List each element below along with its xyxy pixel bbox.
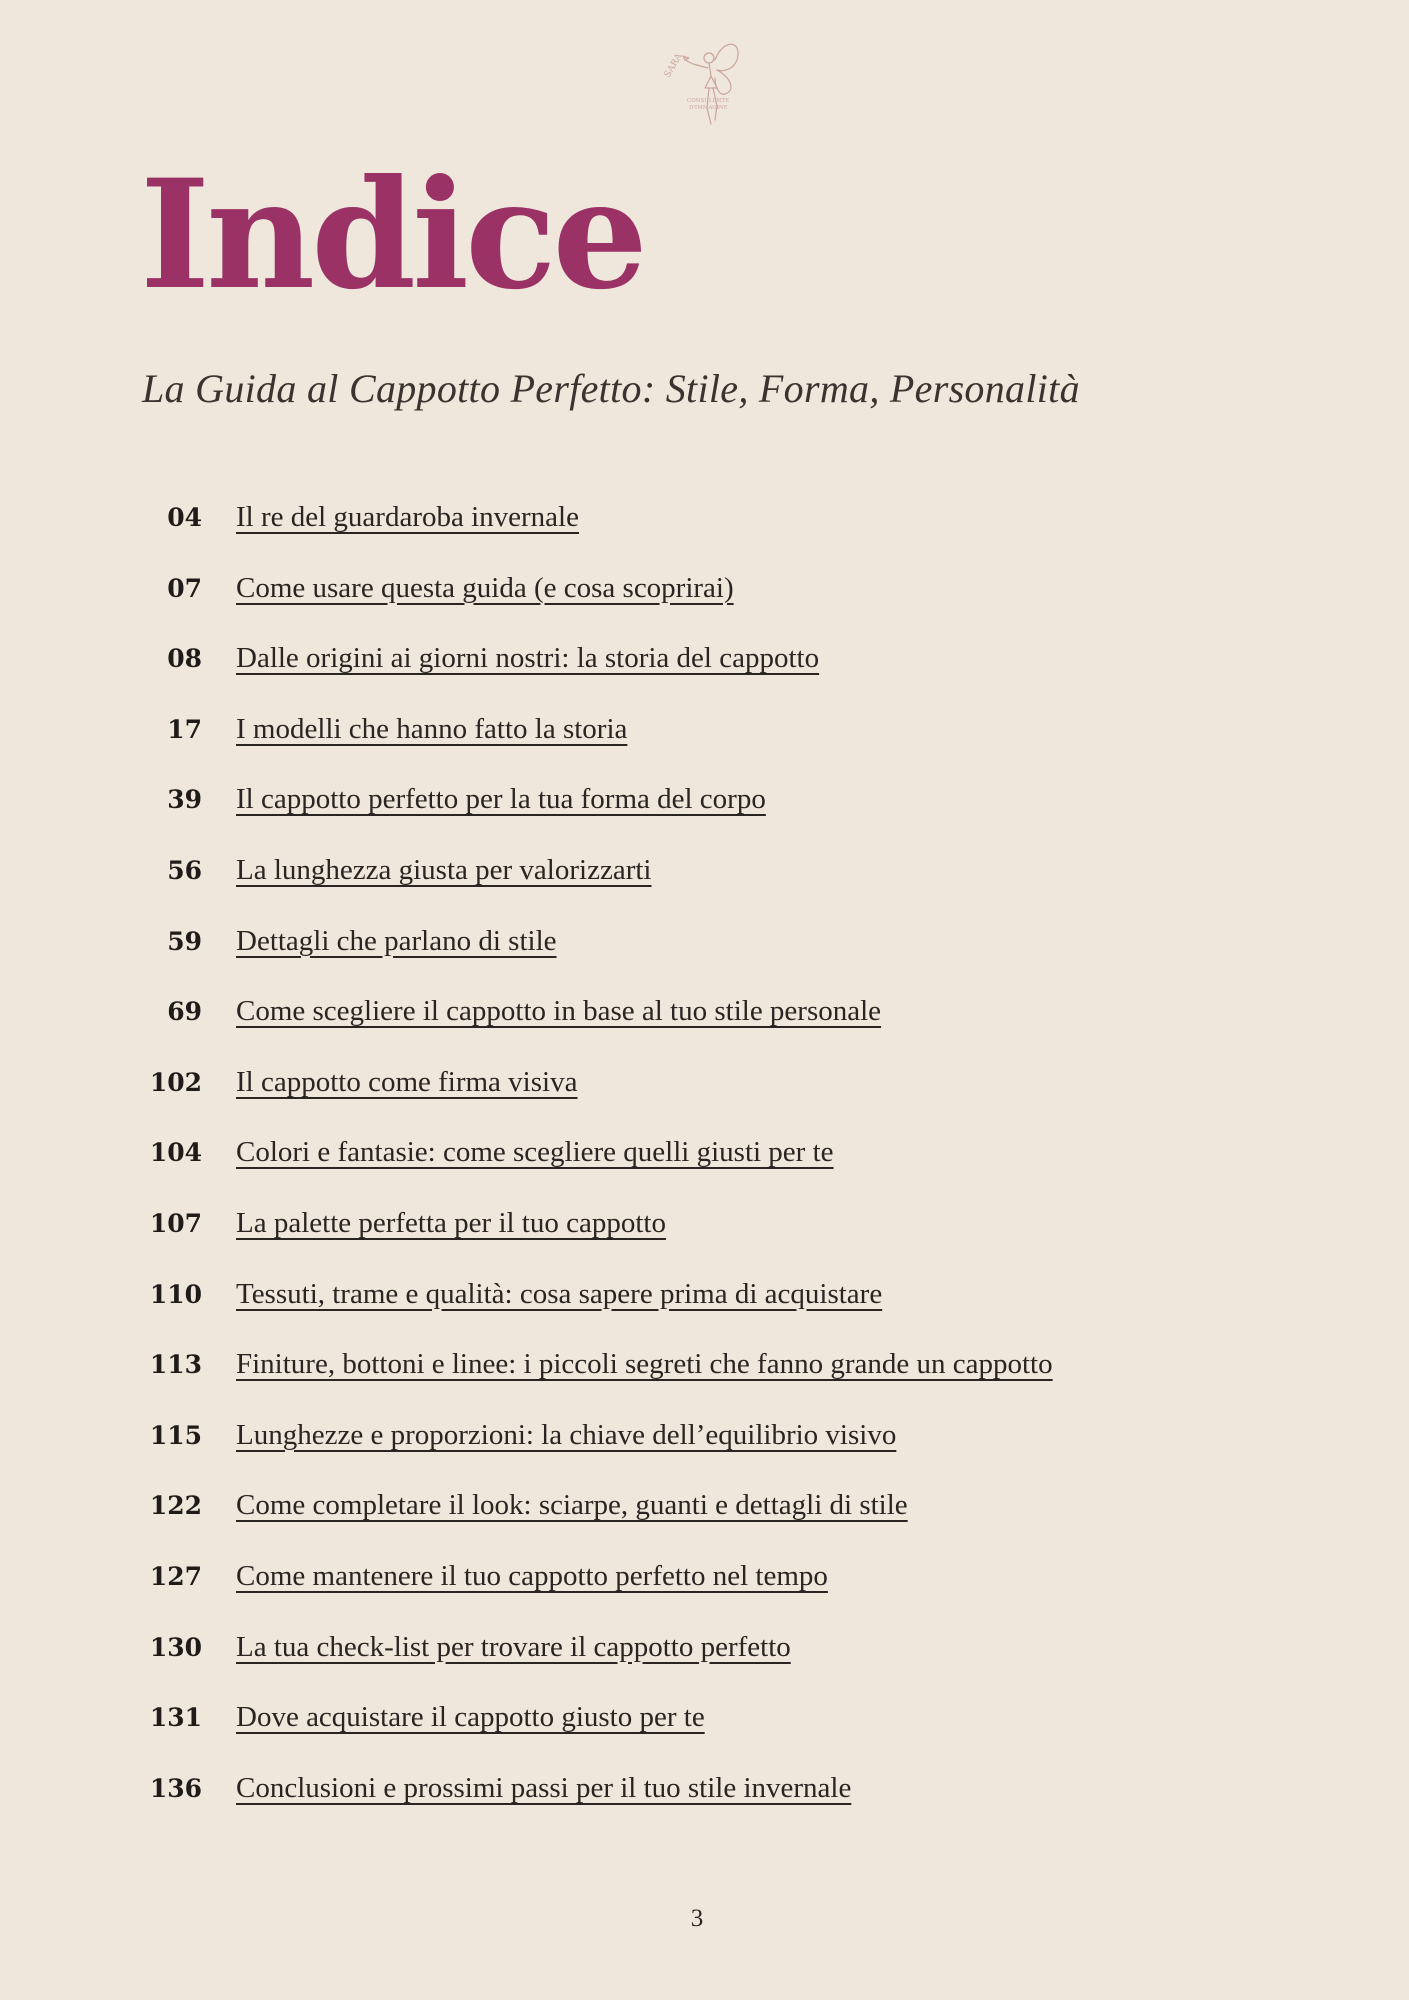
toc-entry bbox=[0, 566, 1409, 637]
toc-entry bbox=[0, 1766, 1409, 1837]
toc-entry bbox=[0, 1413, 1409, 1484]
toc-link[interactable]: Dalle origini ai giorni nostri: la storia del cappotto bbox=[236, 642, 820, 675]
toc-entry bbox=[0, 777, 1409, 848]
toc-page-number: 69 bbox=[167, 997, 202, 1027]
logo-brand-text: SARA bbox=[662, 52, 685, 80]
toc-page-number: 56 bbox=[167, 855, 202, 885]
toc-link[interactable]: Come mantenere il tuo cappotto perfetto nel tempo bbox=[236, 1559, 828, 1592]
toc-entry bbox=[0, 1483, 1409, 1554]
toc-link[interactable]: Lunghezze e proporzioni: la chiave dell’equilibrio visivo bbox=[236, 1418, 897, 1451]
toc-page-number: 130 bbox=[149, 1632, 202, 1662]
toc-page-number: 102 bbox=[149, 1067, 202, 1097]
toc-page-number: 127 bbox=[149, 1561, 202, 1591]
toc-link[interactable]: La palette perfetta per il tuo cappotto bbox=[236, 1206, 666, 1239]
toc-link[interactable]: Conclusioni e prossimi passi per il tuo stile invernale bbox=[236, 1771, 852, 1804]
fairy-logo-icon bbox=[645, 20, 765, 145]
toc-page-number: 115 bbox=[149, 1420, 202, 1450]
toc-link[interactable]: La tua check-list per trovare il cappotto perfetto bbox=[236, 1630, 791, 1663]
toc-page-number: 131 bbox=[149, 1703, 202, 1733]
table-of-contents bbox=[0, 495, 1409, 1836]
logo-tagline-line2: D'IMMAGINE bbox=[689, 105, 728, 111]
toc-page-number: 17 bbox=[167, 714, 202, 744]
toc-entry bbox=[0, 1554, 1409, 1625]
toc-link[interactable]: La lunghezza giusta per valorizzarti bbox=[236, 853, 652, 886]
toc-link[interactable]: I modelli che hanno fatto la storia bbox=[236, 712, 628, 745]
toc-entry bbox=[0, 707, 1409, 778]
toc-entry bbox=[0, 1130, 1409, 1201]
toc-entry bbox=[0, 495, 1409, 566]
toc-entry bbox=[0, 1201, 1409, 1272]
toc-page-number: 107 bbox=[149, 1208, 202, 1238]
toc-page-number: 136 bbox=[149, 1773, 202, 1803]
toc-link[interactable]: Tessuti, trame e qualità: cosa sapere prima di acquistare bbox=[236, 1277, 883, 1310]
toc-link[interactable]: Il cappotto come firma visiva bbox=[236, 1065, 578, 1098]
toc-entry bbox=[0, 1272, 1409, 1343]
toc-entry bbox=[0, 919, 1409, 990]
toc-entry bbox=[0, 1625, 1409, 1696]
toc-link[interactable]: Come usare questa guida (e cosa scoprirai) bbox=[236, 571, 734, 604]
toc-link[interactable]: Come completare il look: sciarpe, guanti e dettagli di stile bbox=[236, 1489, 908, 1522]
toc-page-number: 59 bbox=[167, 926, 202, 956]
toc-entry bbox=[0, 1060, 1409, 1131]
toc-entry bbox=[0, 636, 1409, 707]
logo-tagline-line1: CONSULENTE bbox=[687, 98, 730, 104]
page-subtitle: La Guida al Cappotto Perfetto: Stile, Forma, Personalità bbox=[142, 366, 1080, 411]
toc-entry bbox=[0, 1695, 1409, 1766]
toc-page-number: 39 bbox=[167, 785, 202, 815]
toc-page-number: 04 bbox=[167, 503, 202, 532]
toc-page-number: 07 bbox=[167, 573, 202, 603]
toc-page-number: 122 bbox=[149, 1491, 202, 1521]
toc-page-number: 104 bbox=[149, 1138, 202, 1168]
page-title: Indice bbox=[140, 147, 644, 323]
toc-page-number: 113 bbox=[149, 1350, 202, 1380]
toc-link[interactable]: Dettagli che parlano di stile bbox=[236, 924, 557, 957]
toc-link[interactable]: Dove acquistare il cappotto giusto per te bbox=[236, 1701, 705, 1734]
toc-link[interactable]: Finiture, bottoni e linee: i piccoli segreti che fanno grande un cappotto bbox=[236, 1348, 1053, 1381]
toc-link[interactable]: Come scegliere il cappotto in base al tuo stile personale bbox=[236, 995, 882, 1028]
toc-page-number: 110 bbox=[149, 1279, 202, 1309]
toc-entry bbox=[0, 848, 1409, 919]
toc-link[interactable]: Il cappotto perfetto per la tua forma del corpo bbox=[236, 783, 766, 816]
toc-entry bbox=[0, 989, 1409, 1060]
toc-entry bbox=[0, 1342, 1409, 1413]
page-number: 3 bbox=[690, 1905, 704, 1932]
toc-page-number: 08 bbox=[167, 644, 202, 674]
toc-link[interactable]: Il re del guardaroba invernale bbox=[236, 501, 579, 533]
toc-link[interactable]: Colori e fantasie: come scegliere quelli giusti per te bbox=[236, 1136, 834, 1169]
